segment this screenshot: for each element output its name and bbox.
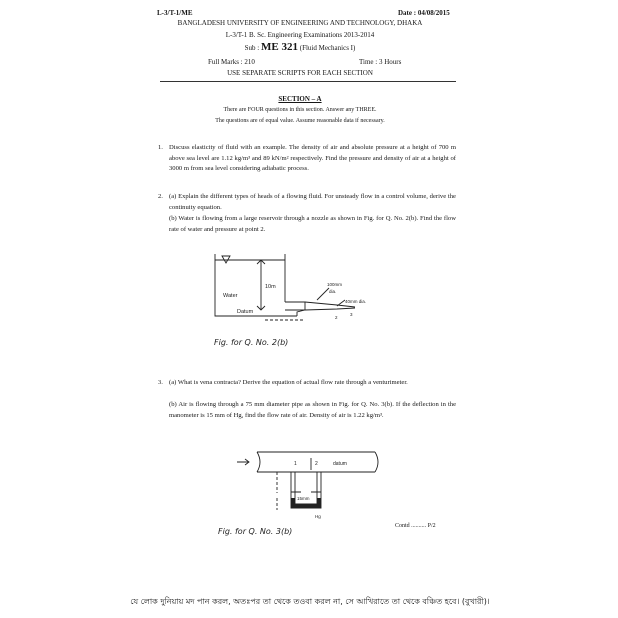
pipe-end-left — [257, 452, 260, 472]
instruction: USE SEPARATE SCRIPTS FOR EACH SECTION — [227, 69, 373, 77]
exam-code: L-3/T-1/ME — [157, 9, 193, 17]
datum-label: Datum — [237, 309, 254, 315]
pipe-end-right — [375, 452, 378, 472]
fig3-caption: Fig. for Q. No. 3(b) — [218, 527, 293, 536]
point-2-label: 2 — [335, 315, 338, 320]
exam-title: L-3/T-1 B. Sc. Engineering Examinations 2013-2014 — [225, 31, 375, 39]
continued-note: Contd .......... P/2 — [395, 523, 436, 529]
height-arrow — [257, 260, 265, 310]
water-label: Water — [223, 293, 238, 299]
time-allowed: Time : 3 Hours — [359, 58, 402, 66]
q1-number: 1. — [158, 144, 163, 151]
full-marks: Full Marks : 210 — [208, 58, 255, 66]
free-surface-marker — [222, 256, 230, 263]
leader-100mm — [317, 288, 329, 300]
flow-arrow — [237, 459, 249, 465]
q3a-text: (a) What is vena contracta? Derive the equation of actual flow rate through a venturimeter. — [169, 379, 408, 386]
dia-40-label: 40mm dia. — [345, 299, 367, 304]
subject-line — [150, 41, 450, 54]
q3b-text: (b) Air is flowing through a 75 mm diameter pipe as shown in Fig. for Q. No. 3(b). If the deflection in the manometer is 15 mm of Hg, find the flow rate of air. Density of air is 1.22 kg/m³. — [169, 401, 456, 419]
footer-quote: যে লোক দুনিয়ায় মদ পান করল, অতঃপর তা থেকে তওবা করল না, সে আখিরাতে তা থেকে বঞ্চিত হবে। (বুখারী)। — [130, 597, 490, 606]
subject-code: ME 321 — [261, 41, 298, 53]
pipe-100mm — [285, 302, 305, 310]
university-name: BANGLADESH UNIVERSITY OF ENGINEERING AND TECHNOLOGY, DHAKA — [177, 19, 423, 27]
section-title: SECTION – A — [278, 95, 322, 103]
q2b-text: (b) Water is flowing from a large reservoir through a nozzle as shown in Fig. for Q. No. 2(b). Find the flow rate of water and pressure at point 2. — [169, 215, 456, 233]
point-1-label: 1 — [294, 461, 297, 467]
height-label: 10m — [265, 284, 276, 290]
exam-date: Date : 04/08/2015 — [398, 9, 450, 17]
q2-number: 2. — [158, 193, 163, 200]
subject-prefix: Sub : — [244, 44, 261, 52]
deflection-label: 15mm — [297, 496, 310, 501]
dia-100-unit: dia. — [329, 289, 337, 294]
q2a-text: (a) Explain the different types of heads of a flowing fluid. For unsteady flow in a control volume, derive the continuity equation. — [169, 193, 456, 211]
q3-number: 3. — [158, 379, 163, 386]
fig2-caption: Fig. for Q. No. 2(b) — [214, 338, 289, 347]
point-3-label: 3 — [350, 312, 353, 317]
subject-name: (Fluid Mechanics I) — [297, 44, 356, 52]
dia-100-label: 100mm — [327, 282, 343, 287]
q1-text: Discuss elasticity of fluid with an example. The density of air and absolute pressure at a height of 700 m above sea level are 1.12 kg/m³ and 89 kN/m² respectively. Find the pressure and density of air at a height of 3000 m from sea level considering adiabatic process. — [169, 144, 456, 173]
section-instruction-2: The questions are of equal value. Assume reasonable data if necessary. — [215, 118, 385, 124]
datum-label: datum — [333, 461, 347, 467]
point-2-label: 2 — [315, 461, 318, 467]
figure-q3b — [235, 448, 380, 528]
header-divider — [160, 81, 456, 82]
pipe-lower — [297, 310, 305, 316]
mercury-label: Hg — [315, 514, 321, 519]
u-tube-manometer — [291, 472, 321, 508]
section-instruction-1: There are FOUR questions in this section. Answer any THREE. — [223, 107, 377, 113]
